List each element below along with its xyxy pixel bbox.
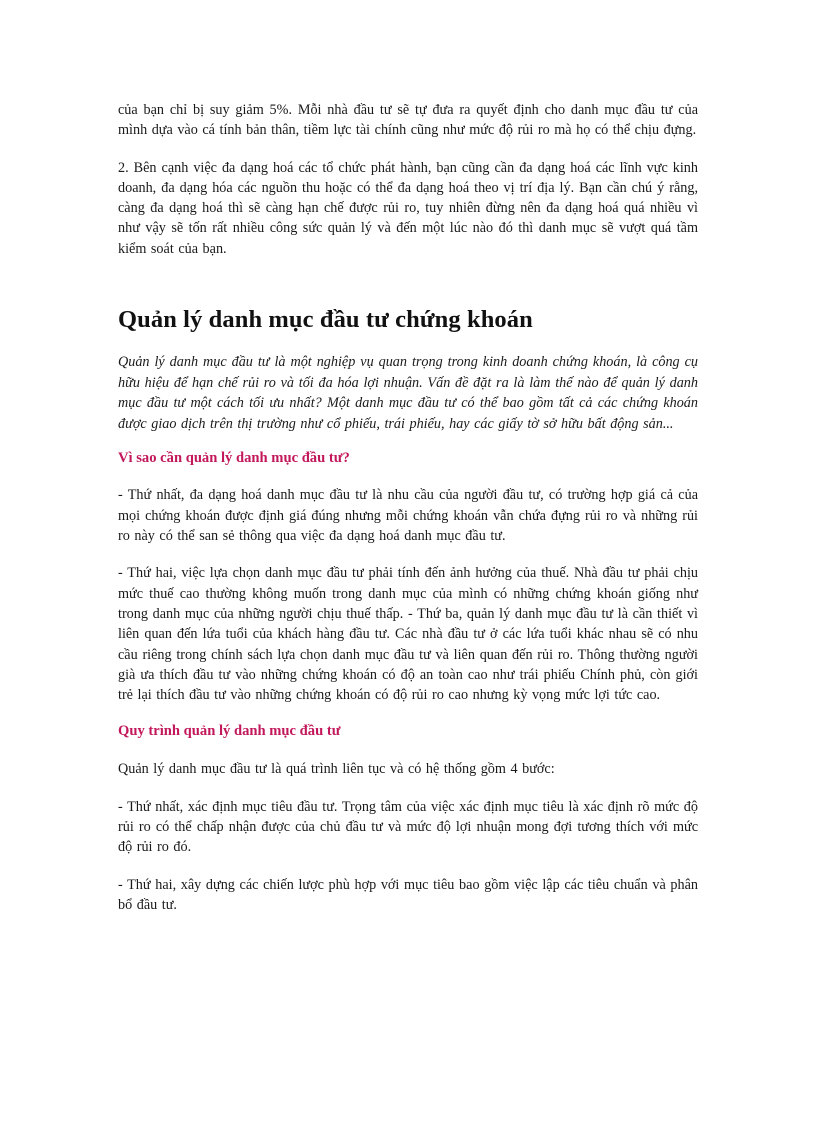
paragraph-reason-first: - Thứ nhất, đa dạng hoá danh mục đầu tư là nhu cầu của người đầu tư, có trường hợp giá cả của mọi chứng khoán được định giá đúng nhưng mỗi chứng khoán vẫn chứa đựng rủi ro và những rủi ro này có thể san sẻ thông qua việc đa dạng hoá danh mục đầu tư. xyxy=(118,487,698,545)
paragraph-diversification-risk: của bạn chỉ bị suy giảm 5%. Mỗi nhà đầu tư sẽ tự đưa ra quyết định cho danh mục đầu tư của mình dựa vào cá tính bản thân, tiềm lực tài chính cũng như mức độ rủi ro mà họ có thể chịu đựng. xyxy=(118,102,698,139)
paragraph-process-intro: Quản lý danh mục đầu tư là quá trình liên tục và có hệ thống gồm 4 bước: xyxy=(118,761,555,778)
paragraph-process-step-one: - Thứ nhất, xác định mục tiêu đầu tư. Trọng tâm của việc xác định mục tiêu là xác định rõ mức độ rủi ro có thể chấp nhận được của chủ đầu tư và mức độ lợi nhuận mong đợi tương thích với mức độ rủi ro đó. xyxy=(118,798,698,856)
section-title-process: Quy trình quản lý danh mục đầu tư xyxy=(118,723,341,740)
paragraph-reason-second: - Thứ hai, việc lựa chọn danh mục đầu tư phải tính đến ảnh hưởng của thuế. Nhà đầu tư phải chịu mức thuế cao thường không muốn trong danh mục của mình có những chứng khoán giống như trong danh mục của những người chịu thuế thấp. - Thứ ba, quản lý danh mục đầu tư là cần thiết vì liên quan đến lứa tuổi của khách hàng đầu tư. Các nhà đầu tư ở các lứa tuổi khác nhau sẽ có nhu cầu riêng trong chính sách lựa chọn danh mục đầu tư và liên quan đến rủi ro. Thông thường người già ưa thích đầu tư vào những chứng khoán có độ an toàn cao như trái phiếu Chính phủ, còn giới trẻ lại thích đầu tư vào những chứng khoán có độ rủi ro cao nhưng kỳ vọng mức lợi tức cao. xyxy=(118,565,698,704)
paragraph-process-step-two: - Thứ hai, xây dựng các chiến lược phù hợp với mục tiêu bao gồm việc lập các tiêu chuẩn và phân bổ đầu tư. xyxy=(118,876,698,913)
page-heading: Quản lý danh mục đầu tư chứng khoán xyxy=(118,306,533,334)
intro-paragraph: Quản lý danh mục đầu tư là một nghiệp vụ quan trọng trong kinh doanh chứng khoán, là công cụ hữu hiệu để hạn chế rủi ro và tối đa hóa lợi nhuận. Vấn đề đặt ra là làm thế nào để quản lý danh mục đầu tư một cách tối ưu nhất? Một danh mục đầu tư có thể bao gồm tất cả các chứng khoán được giao dịch trên thị trường như cổ phiếu, trái phiếu, hay các giấy tờ sở hữu bất động sản... xyxy=(118,354,698,432)
document-page xyxy=(118,100,698,915)
paragraph-diversification-sectors: 2. Bên cạnh việc đa dạng hoá các tổ chức phát hành, bạn cũng cần đa dạng hoá các lĩnh vực kinh doanh, đa dạng hóa các nguồn thu hoặc có thể đa dạng hoá theo vị trí địa lý. Bạn cần chú ý rằng, càng đa dạng hoá thì sẽ càng hạn chế được rủi ro, tuy nhiên đừng nên đa dạng hoá quá nhiều vì như vậy sẽ tốn rất nhiều công sức quản lý và đến một lúc nào đó thì danh mục sẽ vượt quá tầm kiểm soát của bạn. xyxy=(118,159,698,257)
section-title-why: Vì sao cần quản lý danh mục đầu tư? xyxy=(118,450,350,467)
